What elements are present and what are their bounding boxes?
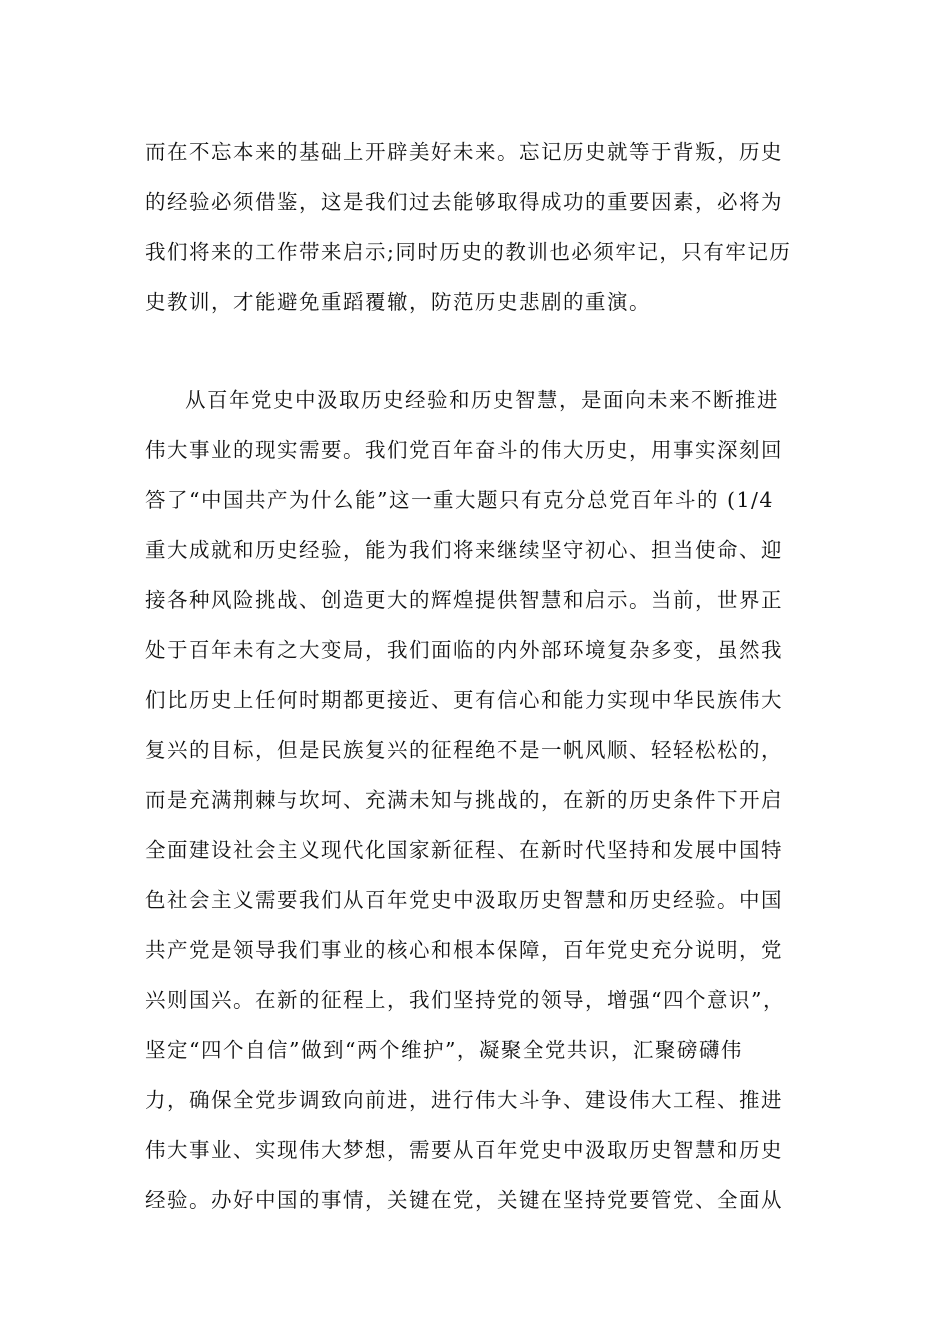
text-line: 色社会主义需要我们从百年党史中汲取历史智慧和历史经验。中国 xyxy=(145,888,783,912)
paragraph-1 xyxy=(145,127,815,327)
text-line: 接各种风险挑战、创造更大的辉煌提供智慧和启示。当前，世界正 xyxy=(145,588,783,612)
text-line: 全面建设社会主义现代化国家新征程、在新时代坚持和发展中国特 xyxy=(145,838,783,862)
text-line: 答了“中国共产为什么能”这一重大题只有克分总党百年斗的 (1/4 xyxy=(145,488,774,512)
text-line: 力，确保全党步调致向前进，进行伟大斗争、建设伟大工程、推进 xyxy=(145,1088,783,1112)
text-line: 我们将来的工作带来启示;同时历史的教训也必须牢记，只有牢记历 xyxy=(145,240,792,264)
text-line: 复兴的目标，但是民族复兴的征程绝不是一帆风顺、轻轻松松的， xyxy=(145,738,783,762)
text-line: 经验。办好中国的事情，关键在党，关键在坚持党要管党、全面从 xyxy=(145,1188,783,1212)
text-line-indented: 从百年党史中汲取历史经验和历史智慧，是面向未来不断推进 xyxy=(185,388,779,412)
text-line: 史教训，才能避免重蹈覆辙，防范历史悲剧的重演。 xyxy=(145,290,651,314)
text-line: 处于百年未有之大变局，我们面临的内外部环境复杂多变，虽然我 xyxy=(145,638,783,662)
text-line: 伟大事业、实现伟大梦想，需要从百年党史中汲取历史智慧和历史 xyxy=(145,1138,783,1162)
text-line: 而是充满荆棘与坎坷、充满未知与挑战的，在新的历史条件下开启 xyxy=(145,788,783,812)
text-line: 们比历史上任何时期都更接近、更有信心和能力实现中华民族伟大 xyxy=(145,688,783,712)
text-line: 共产党是领导我们事业的核心和根本保障，百年党史充分说明，党 xyxy=(145,938,783,962)
text-line: 伟大事业的现实需要。我们党百年奋斗的伟大历史，用事实深刻回 xyxy=(145,438,783,462)
text-line: 的经验必须借鉴，这是我们过去能够取得成功的重要因素，必将为 xyxy=(145,190,783,214)
text-line: 而在不忘本来的基础上开辟美好未来。忘记历史就等于背叛，历史 xyxy=(145,140,783,164)
paragraph-2 xyxy=(145,375,815,1225)
text-line: 兴则国兴。在新的征程上，我们坚持党的领导，增强“四个意识”， xyxy=(145,988,785,1012)
text-line: 重大成就和历史经验，能为我们将来继续坚守初心、担当使命、迎 xyxy=(145,538,783,562)
text-line: 坚定“四个自信”做到“两个维护”，凝聚全党共识，汇聚磅礴伟 xyxy=(145,1038,743,1062)
